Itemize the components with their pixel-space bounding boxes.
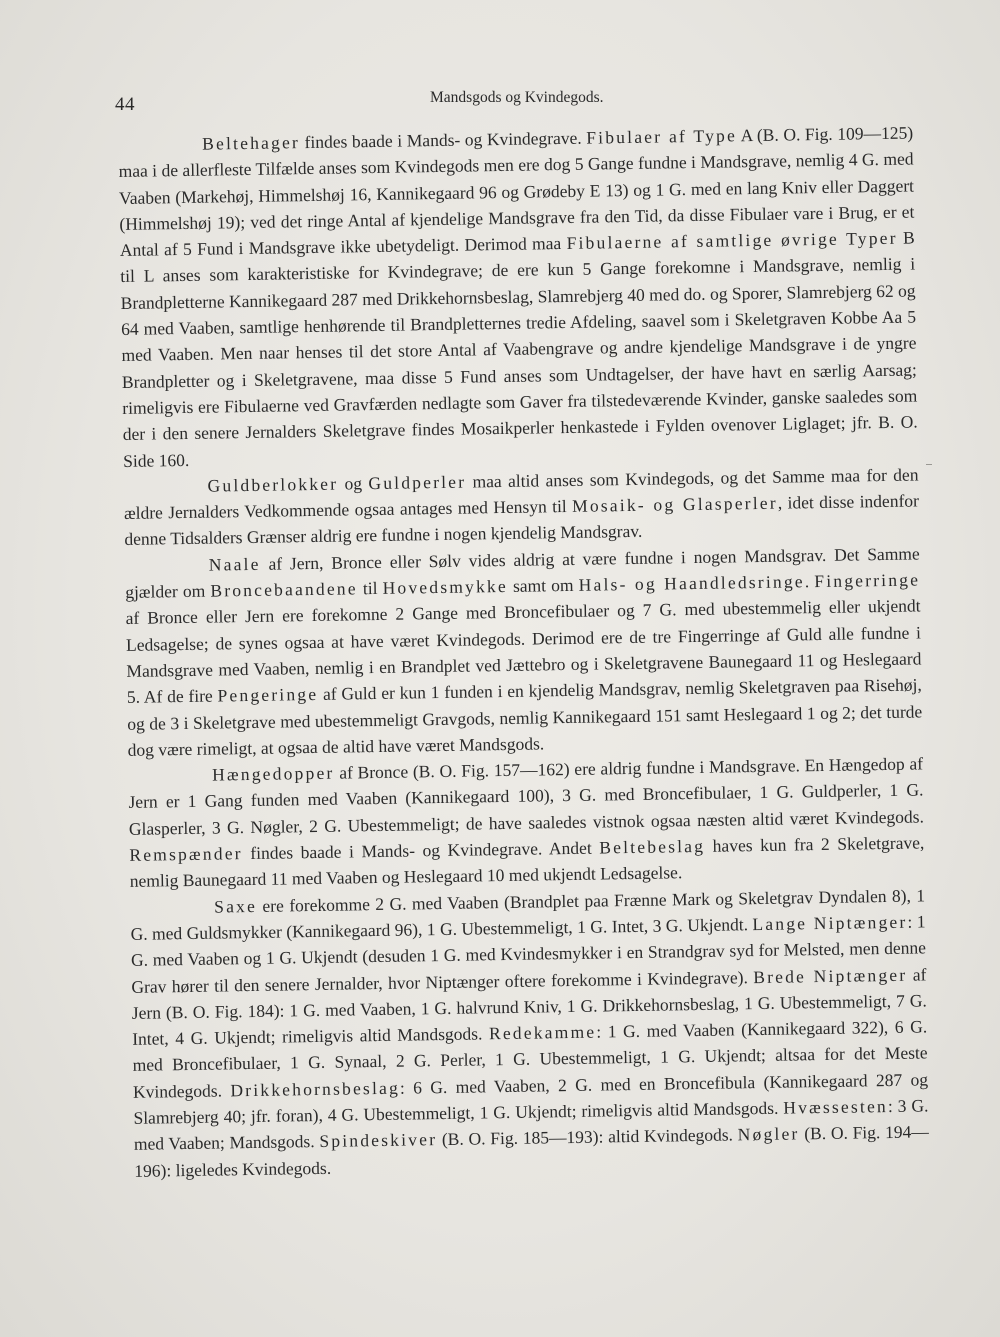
page-header: [115, 84, 915, 114]
margin-mark: [926, 464, 932, 465]
spaced-keyword: Hals- og Haandledsringe: [578, 571, 805, 595]
text-run: .: [804, 571, 815, 592]
text-run: A (B. O. Fig. 109—125) maa i de allerfleste Tilfælde anses som Kvindegods men ere dog 5 Gange fundne i Mandsgrave, nemlig 4 G. med Vaaben (Markehøj, Himmelshøj 16, Kannikegaard 96 og Grødeby E 13) og 1 G. med en lang Kniv eller Daggert (Himmelshøj 19); ved det ringe Antal af kjendelige Mandsgrave fra den Tid, da disse Fibulaer vare i Brug, er et Antal af 5 Fund i Mandsgrave ikke ubetydeligt. Derimod maa: [118, 122, 915, 261]
spaced-keyword: Saxe: [214, 895, 258, 917]
spaced-keyword: Nøgler: [737, 1123, 800, 1145]
spaced-keyword: Drikkehornsbeslag: [230, 1077, 401, 1101]
spaced-keyword: Redekamme: [488, 1021, 597, 1044]
running-head: Mandsgods og Kvindegods.: [430, 89, 604, 106]
text-run: ere forekomme 2 G. med Vaaben (Brandplet paa Frænne Mark og Skeletgrav Dyndalen 8), 1 G. med Guldsmykker (Kannikegaard 96), 1 G. Ubestemmeligt, 1 G. Intet, 3 G. Ukjendt.: [130, 885, 926, 944]
text-run: : 1 G. med Vaaben og 1 G. Ukjendt (desuden 1 G. med Kvindesmykker i en Strandgrav syd for Melsted, men denne Grav hører til den senere Jernalder, hvor Niptænger oftere forekomme i Kvindegrave).: [130, 911, 927, 997]
page-number: 44: [115, 94, 135, 115]
spaced-keyword: Brede Niptænger: [753, 964, 908, 987]
text-run: (B. O. Fig. 185—193): altid Kvindegods.: [436, 1124, 738, 1150]
spaced-keyword: Naale: [208, 553, 261, 575]
text-run: : 1 G. med Vaaben (Kannikegaard 322), 6 G. med Broncefibulaer, 1 G. Synaal, 2 G. Perler, 1 G. Ubestemmeligt, 1 G. Ukjendt; altsaa for det Meste Kvindegods.: [132, 1016, 928, 1102]
spaced-keyword: Fibulaer af Type: [586, 125, 738, 148]
paragraph-guldberlokker: [123, 461, 919, 552]
spaced-keyword: Remspænder: [129, 843, 243, 865]
text-run: findes baade i Mands- og Kvindegrave.: [299, 127, 587, 153]
text-run: af Jern (B. O. Fig. 184): 1 G. med Vaaben, 1 G. halvrund Kniv, 1 G. Drikkehornsbeslag, 1 G. Ubestemmeligt, 7 G. Intet, 4 G. Ukjendt; rimeligvis altid Mandsgods.: [131, 963, 927, 1049]
spaced-keyword: Beltebeslag: [599, 835, 706, 858]
text-run: : 6 G. med Vaaben, 2 G. med en Broncefibula (Kannikegaard 287 og Slamrebjerg 40; jfr. foran), 4 G. Ubestemmeligt, 1 G. Ukjendt; rimeligvis altid Mandsgods.: [133, 1069, 929, 1128]
text-run: (B. O. Fig. 194—196): ligeledes Kvindegods.: [134, 1121, 929, 1181]
text-run: B til L anses som karakteristiske for Kvindegrave; de ere kun 5 Gange forekomne i Mandsgrave, nemlig i Brandpletterne Kannikegaard 287 med Drikkehornsbeslag, Slamrebjerg 40 med do. og Sporer, Slamrebjerg 62 og 64 med Vaaben, samtlige henhørende til Brandpletternes tredie Afdeling, saavel som i Skeletgraven Kobbe Aa 5 med Vaaben. Men naar henses til det store Antal af Vaabengrave og andre kjendelige Mandsgrave i de yngre Brandpletter og i Skeletgravene, maa disse 5 Fund anses som Undtagelser, der have havt en særlig Aarsag; rimeligvis ere Fibulaerne ved Gravfærden nedlagte som Gaver fra tilstedeværende Kvinder, ganske saaledes som der i den senere Jernalders Skeletgrave findes Mosaikperler henkastede i Fylden ovenover Liglaget; jfr. B. O. Side 160.: [120, 227, 918, 471]
text-run: , idet disse indenfor denne Tidsalders Grænser aldrig ere fundne i nogen kjendelig Mandsgrav.: [124, 490, 920, 550]
text-run: samt om: [507, 574, 579, 596]
spaced-keyword: Mosaik- og Glasperler: [571, 492, 778, 517]
paragraph-saxe-niptaenger: [130, 882, 929, 1184]
spaced-keyword: Spindeskiver: [319, 1129, 438, 1152]
spaced-keyword: Hængedopper: [211, 762, 335, 785]
text-run: af Guld er kun 1 funden i en kjendelig Mandsgrav, nemlig Skeletgraven paa Risehøj, og de 3 i Skeletgrave med ubestemmeligt Gravgods, nemlig Kannikegaard 151 samt Heslegaard 1 og 2; det turde dog være rimeligt, at ogsaa de altid have været Mandsgods.: [127, 674, 923, 760]
spaced-keyword: Lange Niptænger: [752, 911, 908, 935]
spaced-keyword: Hvæssesten: [783, 1096, 889, 1118]
text-run: til: [357, 577, 383, 599]
spaced-keyword: Fibulaerne af samtlige øvrige Typer: [566, 227, 898, 254]
body-text: [118, 120, 929, 1184]
text-run: af Bronce eller Jern ere forekomne 2 Gange med Broncefibulaer og 7 G. med ubestemmelig eller ukjendt Ledsagelse; de synes ogsaa at have været Kvindegods. Derimod ere de tre Fingerringe af Guld alle fundne i Mandsgrave med Vaaben, nemlig i en Brandplet ved Jættebro og i Skeletgravene Baunegaard 11 og Heslegaard 5. Af de fire: [125, 595, 922, 708]
text-run: og: [338, 472, 369, 494]
spaced-keyword: Guldperler: [368, 471, 467, 493]
paragraph-haengedopper: [128, 751, 925, 895]
text-run: af Jern, Bronce eller Sølv vides aldrig at være fundne i nogen Mandsgrav. Det Samme gjælder om: [125, 543, 920, 602]
spaced-keyword: Beltehager: [202, 132, 301, 154]
text-run: : 3 G. med Vaaben; Mandsgods.: [133, 1095, 929, 1155]
paragraph-beltehager-fibulaer: [118, 120, 918, 474]
paragraph-naale-ringe: [125, 540, 923, 763]
spaced-keyword: Pengeringe: [217, 684, 319, 706]
text-run: af Bronce (B. O. Fig. 157—162) ere aldrig fundne i Mandsgrave. En Hængedop af Jern er 1 Gang funden med Vaaben (Kannikegaard 100), 3 G. med Broncefibulaer, 1 G. Guldperler, 1 G. Glasperler, 3 G. Nøgler, 2 G. Ubestemmeligt; de have saaledes vistnok ogsaa næsten altid været Kvindegods.: [128, 753, 925, 839]
text-run: maa altid anses som Kvindegods, og det Samme maa for den ældre Jernalders Vedkommende ogsaa antages med Hensyn til: [123, 464, 919, 524]
text-run: findes baade i Mands- og Kvindegrave. Andet: [242, 837, 600, 864]
spaced-keyword: Broncebaandene: [210, 578, 358, 601]
spaced-keyword: Guldberlokker: [207, 473, 339, 496]
text-run: haves kun fra 2 Skeletgrave, nemlig Baunegaard 11 med Vaaben og Heslegaard 10 med ukjendt Ledsagelse.: [129, 832, 925, 892]
spaced-keyword: Hovedsmykke: [382, 575, 509, 598]
spaced-keyword: Fingerringe: [814, 569, 921, 592]
